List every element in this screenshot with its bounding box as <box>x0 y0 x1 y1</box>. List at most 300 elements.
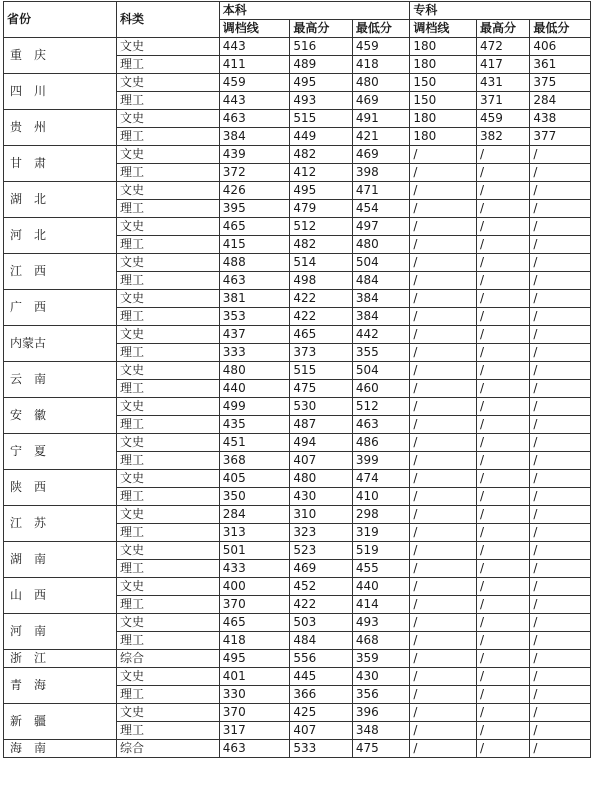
admission-score-table <box>3 1 591 758</box>
category-cell: 理工 <box>116 632 219 650</box>
score-cell: / <box>410 380 477 398</box>
score-cell: / <box>530 236 591 254</box>
score-cell: 435 <box>219 416 290 434</box>
score-cell: / <box>476 506 529 524</box>
score-cell: 319 <box>352 524 410 542</box>
table-row <box>4 506 591 524</box>
score-cell: / <box>476 740 529 758</box>
score-cell: 530 <box>290 398 353 416</box>
header-undergrad: 本科 <box>219 2 410 20</box>
table-row <box>4 218 591 236</box>
score-cell: 405 <box>219 470 290 488</box>
category-cell: 理工 <box>116 452 219 470</box>
score-cell: / <box>410 614 477 632</box>
score-cell: 426 <box>219 182 290 200</box>
score-cell: / <box>410 308 477 326</box>
table-row <box>4 704 591 722</box>
score-cell: 150 <box>410 92 477 110</box>
score-cell: 480 <box>219 362 290 380</box>
score-cell: / <box>476 434 529 452</box>
score-cell: / <box>476 632 529 650</box>
score-cell: 348 <box>352 722 410 740</box>
score-cell: / <box>530 308 591 326</box>
province-cell: 山 西 <box>4 578 117 614</box>
header-junior: 专科 <box>410 2 591 20</box>
category-cell: 综合 <box>116 740 219 758</box>
score-cell: 323 <box>290 524 353 542</box>
score-cell: 422 <box>290 308 353 326</box>
score-cell: 377 <box>530 128 591 146</box>
score-cell: 310 <box>290 506 353 524</box>
score-cell: 519 <box>352 542 410 560</box>
score-cell: 437 <box>219 326 290 344</box>
score-cell: 401 <box>219 668 290 686</box>
score-cell: / <box>476 470 529 488</box>
score-cell: / <box>476 164 529 182</box>
score-cell: 480 <box>290 470 353 488</box>
category-cell: 理工 <box>116 200 219 218</box>
score-cell: 495 <box>219 650 290 668</box>
category-cell: 理工 <box>116 272 219 290</box>
score-cell: 533 <box>290 740 353 758</box>
score-cell: 180 <box>410 128 477 146</box>
score-cell: / <box>476 344 529 362</box>
table-body <box>4 38 591 758</box>
score-cell: / <box>410 542 477 560</box>
score-cell: 503 <box>290 614 353 632</box>
score-cell: 372 <box>219 164 290 182</box>
score-cell: / <box>410 506 477 524</box>
header-province: 省份 <box>4 2 117 38</box>
score-cell: 495 <box>290 182 353 200</box>
table-row <box>4 578 591 596</box>
score-cell: / <box>410 578 477 596</box>
score-cell: / <box>476 668 529 686</box>
score-cell: / <box>410 686 477 704</box>
score-cell: / <box>476 326 529 344</box>
score-cell: 514 <box>290 254 353 272</box>
score-cell: 504 <box>352 254 410 272</box>
score-cell: 356 <box>352 686 410 704</box>
score-cell: 382 <box>476 128 529 146</box>
score-cell: 373 <box>290 344 353 362</box>
score-cell: 425 <box>290 704 353 722</box>
score-cell: 469 <box>352 146 410 164</box>
score-cell: 493 <box>352 614 410 632</box>
score-cell: / <box>410 182 477 200</box>
category-cell: 理工 <box>116 164 219 182</box>
score-cell: 469 <box>290 560 353 578</box>
score-cell: / <box>530 290 591 308</box>
score-cell: / <box>410 722 477 740</box>
score-cell: 430 <box>290 488 353 506</box>
score-cell: 459 <box>476 110 529 128</box>
score-cell: 431 <box>476 74 529 92</box>
province-cell: 四 川 <box>4 74 117 110</box>
score-cell: / <box>476 488 529 506</box>
score-cell: / <box>410 290 477 308</box>
score-cell: 482 <box>290 236 353 254</box>
score-cell: 480 <box>352 74 410 92</box>
score-cell: / <box>530 560 591 578</box>
score-cell: / <box>530 326 591 344</box>
province-cell: 河 南 <box>4 614 117 650</box>
category-cell: 文史 <box>116 434 219 452</box>
score-cell: 474 <box>352 470 410 488</box>
score-cell: / <box>476 416 529 434</box>
score-cell: 384 <box>352 308 410 326</box>
score-cell: 414 <box>352 596 410 614</box>
table-row <box>4 740 591 758</box>
score-cell: / <box>476 398 529 416</box>
score-cell: / <box>530 488 591 506</box>
score-cell: / <box>476 524 529 542</box>
score-cell: / <box>530 398 591 416</box>
score-cell: / <box>410 488 477 506</box>
category-cell: 理工 <box>116 416 219 434</box>
score-cell: 469 <box>352 92 410 110</box>
score-cell: 433 <box>219 560 290 578</box>
header-sub: 最低分 <box>530 20 591 38</box>
score-cell: / <box>530 722 591 740</box>
score-cell: 418 <box>219 632 290 650</box>
score-cell: / <box>530 632 591 650</box>
header-sub: 最高分 <box>290 20 353 38</box>
score-cell: / <box>530 200 591 218</box>
score-cell: 463 <box>219 740 290 758</box>
score-cell: 504 <box>352 362 410 380</box>
score-cell: 463 <box>219 110 290 128</box>
score-cell: 482 <box>290 146 353 164</box>
score-cell: / <box>410 218 477 236</box>
score-cell: / <box>410 452 477 470</box>
score-cell: 516 <box>290 38 353 56</box>
score-cell: / <box>410 650 477 668</box>
province-cell: 江 西 <box>4 254 117 290</box>
score-cell: / <box>530 344 591 362</box>
province-cell: 新 疆 <box>4 704 117 740</box>
score-cell: / <box>530 650 591 668</box>
province-cell: 湖 南 <box>4 542 117 578</box>
score-cell: 495 <box>290 74 353 92</box>
category-cell: 理工 <box>116 56 219 74</box>
score-cell: 468 <box>352 632 410 650</box>
province-cell: 浙 江 <box>4 650 117 668</box>
score-cell: 180 <box>410 110 477 128</box>
score-cell: / <box>410 434 477 452</box>
score-cell: / <box>530 542 591 560</box>
score-cell: 366 <box>290 686 353 704</box>
province-cell: 贵 州 <box>4 110 117 146</box>
score-cell: 410 <box>352 488 410 506</box>
score-cell: 333 <box>219 344 290 362</box>
category-cell: 理工 <box>116 560 219 578</box>
score-cell: / <box>410 740 477 758</box>
category-cell: 理工 <box>116 344 219 362</box>
header-sub: 调档线 <box>410 20 477 38</box>
category-cell: 文史 <box>116 326 219 344</box>
score-cell: 556 <box>290 650 353 668</box>
score-cell: / <box>410 668 477 686</box>
province-cell: 陕 西 <box>4 470 117 506</box>
score-cell: / <box>476 272 529 290</box>
score-cell: 421 <box>352 128 410 146</box>
score-cell: 454 <box>352 200 410 218</box>
score-cell: 368 <box>219 452 290 470</box>
score-cell: 449 <box>290 128 353 146</box>
category-cell: 理工 <box>116 488 219 506</box>
score-cell: / <box>476 236 529 254</box>
score-cell: 498 <box>290 272 353 290</box>
score-cell: 442 <box>352 326 410 344</box>
score-cell: / <box>476 254 529 272</box>
category-cell: 文史 <box>116 578 219 596</box>
score-cell: / <box>530 506 591 524</box>
score-cell: 493 <box>290 92 353 110</box>
category-cell: 理工 <box>116 236 219 254</box>
score-cell: / <box>530 164 591 182</box>
score-cell: / <box>410 200 477 218</box>
score-cell: / <box>530 686 591 704</box>
score-cell: 422 <box>290 290 353 308</box>
score-cell: / <box>476 308 529 326</box>
category-cell: 文史 <box>116 362 219 380</box>
category-cell: 文史 <box>116 668 219 686</box>
province-cell: 云 南 <box>4 362 117 398</box>
category-cell: 文史 <box>116 506 219 524</box>
score-cell: 298 <box>352 506 410 524</box>
score-cell: / <box>530 668 591 686</box>
score-cell: 459 <box>219 74 290 92</box>
score-cell: 501 <box>219 542 290 560</box>
category-cell: 理工 <box>116 722 219 740</box>
score-cell: / <box>476 650 529 668</box>
score-cell: 512 <box>352 398 410 416</box>
score-cell: / <box>476 290 529 308</box>
category-cell: 文史 <box>116 290 219 308</box>
score-cell: / <box>476 218 529 236</box>
score-cell: 375 <box>530 74 591 92</box>
score-cell: / <box>530 434 591 452</box>
score-cell: 417 <box>476 56 529 74</box>
score-cell: 284 <box>530 92 591 110</box>
score-cell: / <box>530 470 591 488</box>
score-cell: / <box>476 722 529 740</box>
table-row <box>4 254 591 272</box>
score-cell: / <box>530 614 591 632</box>
score-cell: 361 <box>530 56 591 74</box>
score-cell: / <box>476 182 529 200</box>
category-cell: 文史 <box>116 110 219 128</box>
score-cell: / <box>476 686 529 704</box>
score-cell: 479 <box>290 200 353 218</box>
score-cell: / <box>476 596 529 614</box>
score-cell: 359 <box>352 650 410 668</box>
category-cell: 理工 <box>116 92 219 110</box>
score-cell: / <box>476 452 529 470</box>
score-cell: / <box>530 416 591 434</box>
score-cell: / <box>410 416 477 434</box>
score-cell: 418 <box>352 56 410 74</box>
score-cell: / <box>410 236 477 254</box>
category-cell: 文史 <box>116 398 219 416</box>
score-cell: 487 <box>290 416 353 434</box>
score-cell: 494 <box>290 434 353 452</box>
score-cell: 395 <box>219 200 290 218</box>
score-cell: 381 <box>219 290 290 308</box>
category-cell: 理工 <box>116 524 219 542</box>
category-cell: 文史 <box>116 614 219 632</box>
score-cell: 499 <box>219 398 290 416</box>
table-row <box>4 38 591 56</box>
province-cell: 安 徽 <box>4 398 117 434</box>
score-cell: / <box>530 272 591 290</box>
score-cell: 486 <box>352 434 410 452</box>
score-cell: / <box>410 362 477 380</box>
header-sub: 调档线 <box>219 20 290 38</box>
score-cell: 465 <box>290 326 353 344</box>
score-cell: / <box>410 326 477 344</box>
score-cell: / <box>476 200 529 218</box>
province-cell: 海 南 <box>4 740 117 758</box>
category-cell: 文史 <box>116 74 219 92</box>
table-row <box>4 434 591 452</box>
score-cell: / <box>476 614 529 632</box>
score-cell: 475 <box>290 380 353 398</box>
score-cell: / <box>476 560 529 578</box>
score-cell: 452 <box>290 578 353 596</box>
score-cell: 471 <box>352 182 410 200</box>
score-cell: / <box>530 146 591 164</box>
table-row <box>4 290 591 308</box>
score-cell: 407 <box>290 452 353 470</box>
table-row <box>4 398 591 416</box>
score-cell: 430 <box>352 668 410 686</box>
score-cell: 489 <box>290 56 353 74</box>
score-cell: 439 <box>219 146 290 164</box>
score-cell: 400 <box>219 578 290 596</box>
score-cell: / <box>410 344 477 362</box>
score-cell: 411 <box>219 56 290 74</box>
score-cell: 150 <box>410 74 477 92</box>
score-cell: 515 <box>290 110 353 128</box>
category-cell: 文史 <box>116 218 219 236</box>
category-cell: 文史 <box>116 704 219 722</box>
score-cell: 465 <box>219 614 290 632</box>
category-cell: 文史 <box>116 182 219 200</box>
score-cell: / <box>410 632 477 650</box>
score-cell: / <box>530 596 591 614</box>
score-cell: 443 <box>219 38 290 56</box>
category-cell: 文史 <box>116 254 219 272</box>
province-cell: 广 西 <box>4 290 117 326</box>
score-cell: 443 <box>219 92 290 110</box>
score-cell: 284 <box>219 506 290 524</box>
score-cell: 415 <box>219 236 290 254</box>
score-cell: 463 <box>219 272 290 290</box>
province-cell: 内蒙古 <box>4 326 117 362</box>
score-cell: / <box>410 524 477 542</box>
score-cell: / <box>530 578 591 596</box>
score-cell: / <box>410 146 477 164</box>
score-cell: / <box>530 704 591 722</box>
score-cell: 355 <box>352 344 410 362</box>
category-cell: 理工 <box>116 596 219 614</box>
score-cell: 460 <box>352 380 410 398</box>
score-cell: / <box>410 254 477 272</box>
province-cell: 湖 北 <box>4 182 117 218</box>
score-cell: 317 <box>219 722 290 740</box>
score-cell: / <box>410 596 477 614</box>
header-sub: 最低分 <box>352 20 410 38</box>
table-row <box>4 650 591 668</box>
table-header <box>4 2 591 38</box>
score-cell: / <box>410 704 477 722</box>
score-cell: 412 <box>290 164 353 182</box>
score-cell: / <box>530 254 591 272</box>
header-category: 科类 <box>116 2 219 38</box>
score-cell: 180 <box>410 38 477 56</box>
category-cell: 理工 <box>116 128 219 146</box>
table-row <box>4 110 591 128</box>
category-cell: 文史 <box>116 542 219 560</box>
score-cell: 370 <box>219 596 290 614</box>
score-cell: / <box>476 704 529 722</box>
score-cell: 484 <box>290 632 353 650</box>
table-row <box>4 326 591 344</box>
score-cell: / <box>476 362 529 380</box>
score-cell: / <box>476 146 529 164</box>
score-cell: 398 <box>352 164 410 182</box>
score-cell: 180 <box>410 56 477 74</box>
score-cell: 406 <box>530 38 591 56</box>
score-cell: 399 <box>352 452 410 470</box>
score-cell: 371 <box>476 92 529 110</box>
score-cell: / <box>530 362 591 380</box>
score-cell: 459 <box>352 38 410 56</box>
score-cell: 480 <box>352 236 410 254</box>
score-cell: 515 <box>290 362 353 380</box>
score-cell: / <box>476 578 529 596</box>
score-cell: 455 <box>352 560 410 578</box>
score-cell: 512 <box>290 218 353 236</box>
score-cell: 463 <box>352 416 410 434</box>
table-row <box>4 668 591 686</box>
score-cell: 445 <box>290 668 353 686</box>
header-sub: 最高分 <box>476 20 529 38</box>
score-cell: / <box>530 182 591 200</box>
score-cell: / <box>476 380 529 398</box>
category-cell: 综合 <box>116 650 219 668</box>
province-cell: 青 海 <box>4 668 117 704</box>
score-cell: / <box>410 470 477 488</box>
score-cell: 523 <box>290 542 353 560</box>
score-cell: 475 <box>352 740 410 758</box>
score-cell: / <box>410 560 477 578</box>
score-cell: / <box>476 542 529 560</box>
table-row <box>4 614 591 632</box>
category-cell: 理工 <box>116 380 219 398</box>
score-cell: 472 <box>476 38 529 56</box>
score-cell: 350 <box>219 488 290 506</box>
category-cell: 文史 <box>116 38 219 56</box>
score-cell: / <box>530 452 591 470</box>
score-cell: / <box>410 272 477 290</box>
table-row <box>4 542 591 560</box>
score-cell: 497 <box>352 218 410 236</box>
score-cell: / <box>530 218 591 236</box>
score-cell: / <box>530 524 591 542</box>
